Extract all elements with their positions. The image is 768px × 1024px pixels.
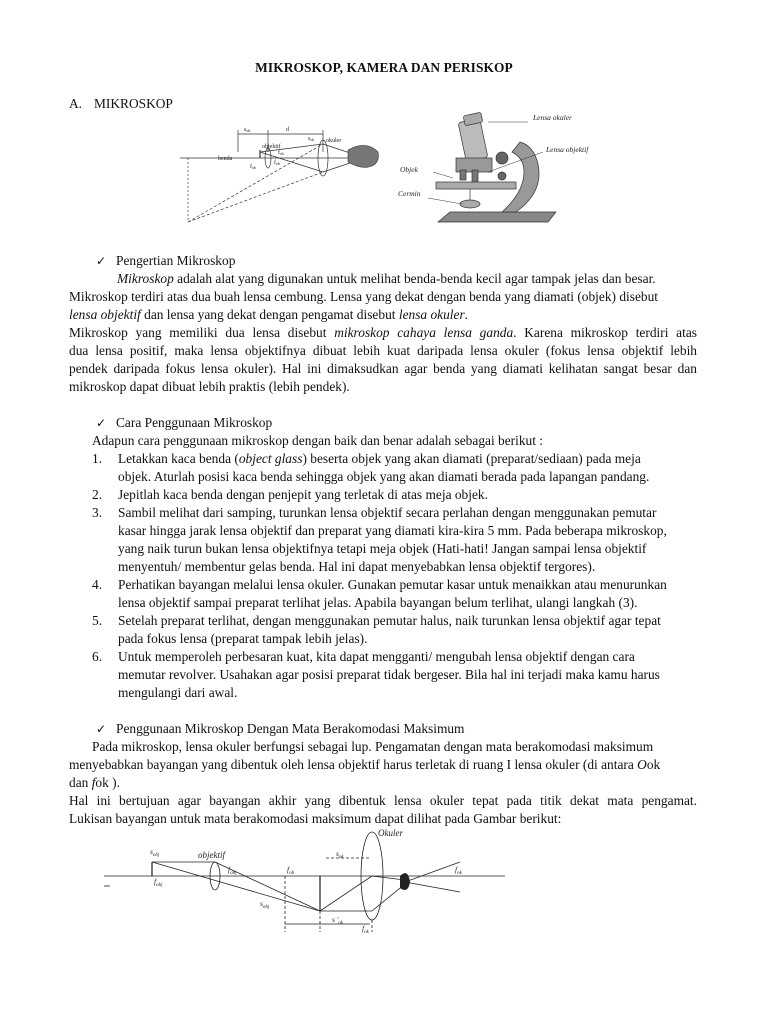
label-f-obj-2: $f_{obj}$ — [154, 877, 163, 888]
paragraph-line: Hal ini bertujuan agar bayangan akhir yang dibentuk lensa okuler tepat pada titik dekat mata pengamat. — [69, 793, 697, 808]
section-number: A. — [69, 96, 83, 111]
checkmark-icon: ✓ — [96, 416, 107, 430]
ray — [372, 884, 405, 911]
label-cermin: Cermin — [398, 189, 421, 198]
label-s-ob: sob — [244, 127, 251, 133]
label-okuler: Okuler — [378, 828, 403, 838]
list-item-line: Letakkan kaca benda (object glass) beserta objek yang akan diamati (preparat/sediaan) pada meja — [118, 451, 641, 466]
list-item-line: Sambil melihat dari samping, turunkan lensa objektif secara perlahan dengan menggunakan pemutar — [118, 505, 657, 520]
paragraph-line: Adapun cara penggunaan mikroskop dengan baik dan benar adalah sebagai berikut : — [92, 433, 544, 448]
microscope-mirror — [460, 200, 480, 208]
list-number: 4. — [92, 577, 103, 592]
section-heading-mikroskop — [69, 96, 173, 112]
ray — [152, 862, 320, 911]
label-s-obj: $s_{obj}$ — [150, 847, 160, 858]
label-f-ob: $f_{ob}$ — [287, 865, 295, 876]
section-label: MIKROSKOP — [94, 96, 173, 111]
list-item-line: objek. Aturlah posisi kaca benda sehingga objek yang akan diamati berada pada lapangan pandang. — [118, 469, 650, 484]
microscope-arm — [502, 142, 539, 212]
objective-lens-2 — [472, 170, 478, 182]
fine-knob — [498, 172, 506, 180]
label-f-ob-2: fob — [274, 160, 280, 166]
list-number: 3. — [92, 505, 103, 520]
paragraph-line: menyebabkan bayangan yang dibentuk oleh lensa objektif harus terletak di ruang I lensa okuler (di antara Ook — [69, 757, 661, 772]
list-number: 6. — [92, 649, 103, 664]
leader-line — [433, 172, 453, 178]
list-item-line: mengulangi dari awal. — [118, 685, 238, 700]
paragraph-line: dua lensa positif, maka lensa objektifnya dibuat lebih kuat daripada lensa okuler (fokus lensa objektif lebih — [69, 343, 697, 358]
heading-akomodasi-maksimum: ✓ Penggunaan Mikroskop Dengan Mata Berakomodasi Maksimum — [96, 721, 465, 736]
label-f-ob: fob — [250, 164, 256, 170]
ray — [405, 862, 460, 882]
label-objektif: objektif — [262, 144, 281, 150]
leader-line — [428, 198, 462, 204]
paragraph-line: Pada mikroskop, lensa okuler berfungsi sebagai lup. Pengamatan dengan mata berakomodasi maksimum — [92, 739, 654, 754]
label-f-ok: $f_{ok}$ — [455, 865, 462, 876]
list-item-line: kasar hingga jarak lensa objektif dan preparat yang diamati kira-kira 5 mm. Pada beberapa mikroskop, — [118, 523, 667, 538]
label-s-obj-2: $s_{obj}$ — [260, 899, 270, 910]
list-number: 1. — [92, 451, 103, 466]
list-item-line: Untuk memperoleh perbesaran kuat, kita dapat mengganti/ mengubah lensa objektif dengan cara — [118, 649, 635, 664]
label-f-ok-2: $f_{ok}$ — [362, 924, 369, 935]
list-item-line: pada fokus lensa (preparat tampak lebih jelas). — [118, 631, 368, 646]
microscope-tube — [458, 118, 488, 162]
microscope-ray-diagram — [178, 122, 388, 230]
ray — [405, 882, 460, 892]
list-item-line: Jepitlah kaca benda dengan penjepit yang terletak di atas meja objek. — [118, 487, 488, 502]
checkmark-icon: ✓ — [96, 254, 107, 268]
max-accommodation-ray-diagram — [100, 826, 520, 935]
microscope-illustration — [398, 112, 593, 230]
paragraph-line: Mikroskop yang memiliki dua lensa disebut mikroskop cahaya lensa ganda. Karena mikroskop terdiri atas — [69, 325, 697, 340]
ray — [215, 862, 320, 911]
coarse-knob — [496, 152, 508, 164]
label-s-ok: $s_{ok}$ — [336, 849, 344, 860]
paragraph-line: Mikroskop adalah alat yang digunakan untuk melihat benda-benda kecil agar tampak jelas dan besar. — [117, 271, 656, 286]
list-item-line: yang naik turun bukan lensa objektifnya tetapi meja objek (Hati-hati! Jangan sampai lensa objektif — [118, 541, 647, 556]
checkmark-icon: ✓ — [96, 722, 107, 736]
label-okuler: okuler — [326, 138, 342, 144]
paragraph-line: Lukisan bayangan untuk mata berakomodasi maksimum dapat dilihat pada Gambar berikut: — [69, 811, 562, 826]
objective-lens-1 — [460, 170, 466, 180]
document-title: MIKROSKOP, KAMERA DAN PERISKOP — [255, 60, 513, 75]
heading-cara-penggunaan: ✓ Cara Penggunaan Mikroskop — [96, 415, 273, 430]
paragraph-line: pendek daripada fokus lensa okuler). Hal ini dimaksudkan agar benda yang diamati kelihatan sangat besar dan — [69, 361, 697, 376]
paragraph-line: mikroskop dapat dibuat lebih praktis (lebih pendek). — [69, 379, 350, 394]
label-benda: benda — [218, 156, 233, 162]
paragraph-line: lensa objektif dan lensa yang dekat dengan pengamat disebut lensa okuler. — [69, 307, 469, 322]
list-number: 5. — [92, 613, 103, 628]
label-objek: Objek — [400, 165, 418, 174]
paragraph-line: Mikroskop terdiri atas dua buah lensa cembung. Lensa yang dekat dengan benda yang diamati (objek) disebut — [69, 289, 659, 304]
heading-pengertian: ✓ Pengertian Mikroskop — [96, 253, 236, 268]
label-s-prime: s '$_{ok}$ — [332, 915, 344, 926]
label-f-obj: $f_{obj}$ — [228, 865, 237, 876]
list-item-line: menyentuh/ membentur gelas benda. Hal ini dapat menyebabkan lensa objektif tergores). — [118, 559, 596, 574]
label-lensa-okuler: Lensa okuler — [533, 113, 572, 122]
ray — [188, 144, 323, 222]
label-lensa-objektif: Lensa objektif — [546, 145, 589, 154]
microscope-base — [438, 212, 556, 222]
label-f-ok: fok — [278, 150, 284, 156]
list-item-line: memutar revolver. Usahakan agar posisi preparat tidak bergeser. Bila hal ini terjadi maka kamu harus — [118, 667, 660, 682]
eye-icon — [348, 145, 378, 167]
label-s-ok: sok — [308, 136, 315, 142]
list-item-line: lensa objektif sampai preparat terlihat jelas. Apabila bayangan belum terlihat, ulangi langkah (3). — [118, 595, 638, 610]
list-number: 2. — [92, 487, 103, 502]
ray — [188, 172, 323, 222]
label-d: d — [286, 127, 289, 133]
microscope-stage — [436, 182, 516, 189]
label-objektif: objektif — [198, 850, 225, 860]
list-item-line: Perhatikan bayangan melalui lensa okuler. Gunakan pemutar kasar untuk menaikkan atau menurunkan — [118, 577, 667, 592]
list-item-line: Setelah preparat terlihat, dengan menggunakan pemutar halus, naik turunkan lensa objektif agar tepat — [118, 613, 661, 628]
ray — [260, 152, 323, 172]
paragraph-line: dan fok ). — [69, 775, 120, 790]
